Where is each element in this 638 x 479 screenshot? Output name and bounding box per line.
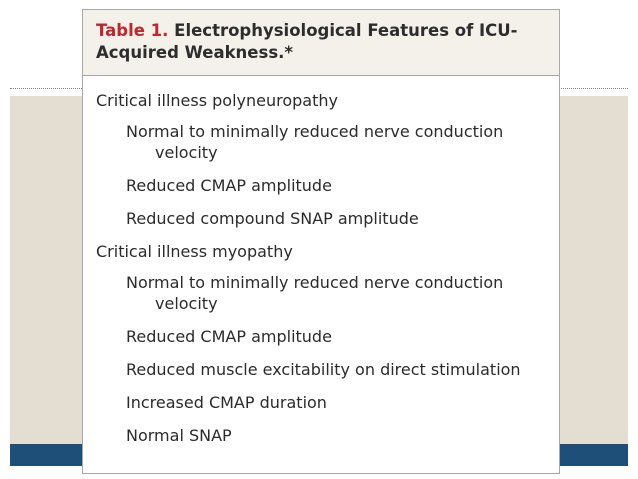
table-title: Electrophysiological Features of ICU-Acquired Weakness.* <box>96 21 518 62</box>
feature-group <box>83 241 559 446</box>
table-body <box>83 76 559 446</box>
feature-item: Normal to minimally reduced nerve conduction velocity <box>126 273 504 313</box>
slide-right-panel <box>550 96 628 444</box>
group-title: Critical illness myopathy <box>96 242 293 261</box>
slide-left-panel <box>10 96 82 444</box>
table-label: Table 1. <box>96 21 169 40</box>
table-card <box>82 9 560 474</box>
table-header <box>83 10 559 76</box>
feature-item: Normal to minimally reduced nerve conduction velocity <box>126 122 504 162</box>
feature-item: Reduced CMAP amplitude <box>126 176 332 195</box>
feature-group <box>83 90 559 229</box>
feature-item: Reduced muscle excitability on direct stimulation <box>126 360 521 379</box>
group-title: Critical illness polyneuropathy <box>96 91 338 110</box>
feature-item: Reduced compound SNAP amplitude <box>126 209 419 228</box>
feature-item: Increased CMAP duration <box>126 393 327 412</box>
feature-item: Normal SNAP <box>126 426 232 445</box>
feature-item: Reduced CMAP amplitude <box>126 327 332 346</box>
